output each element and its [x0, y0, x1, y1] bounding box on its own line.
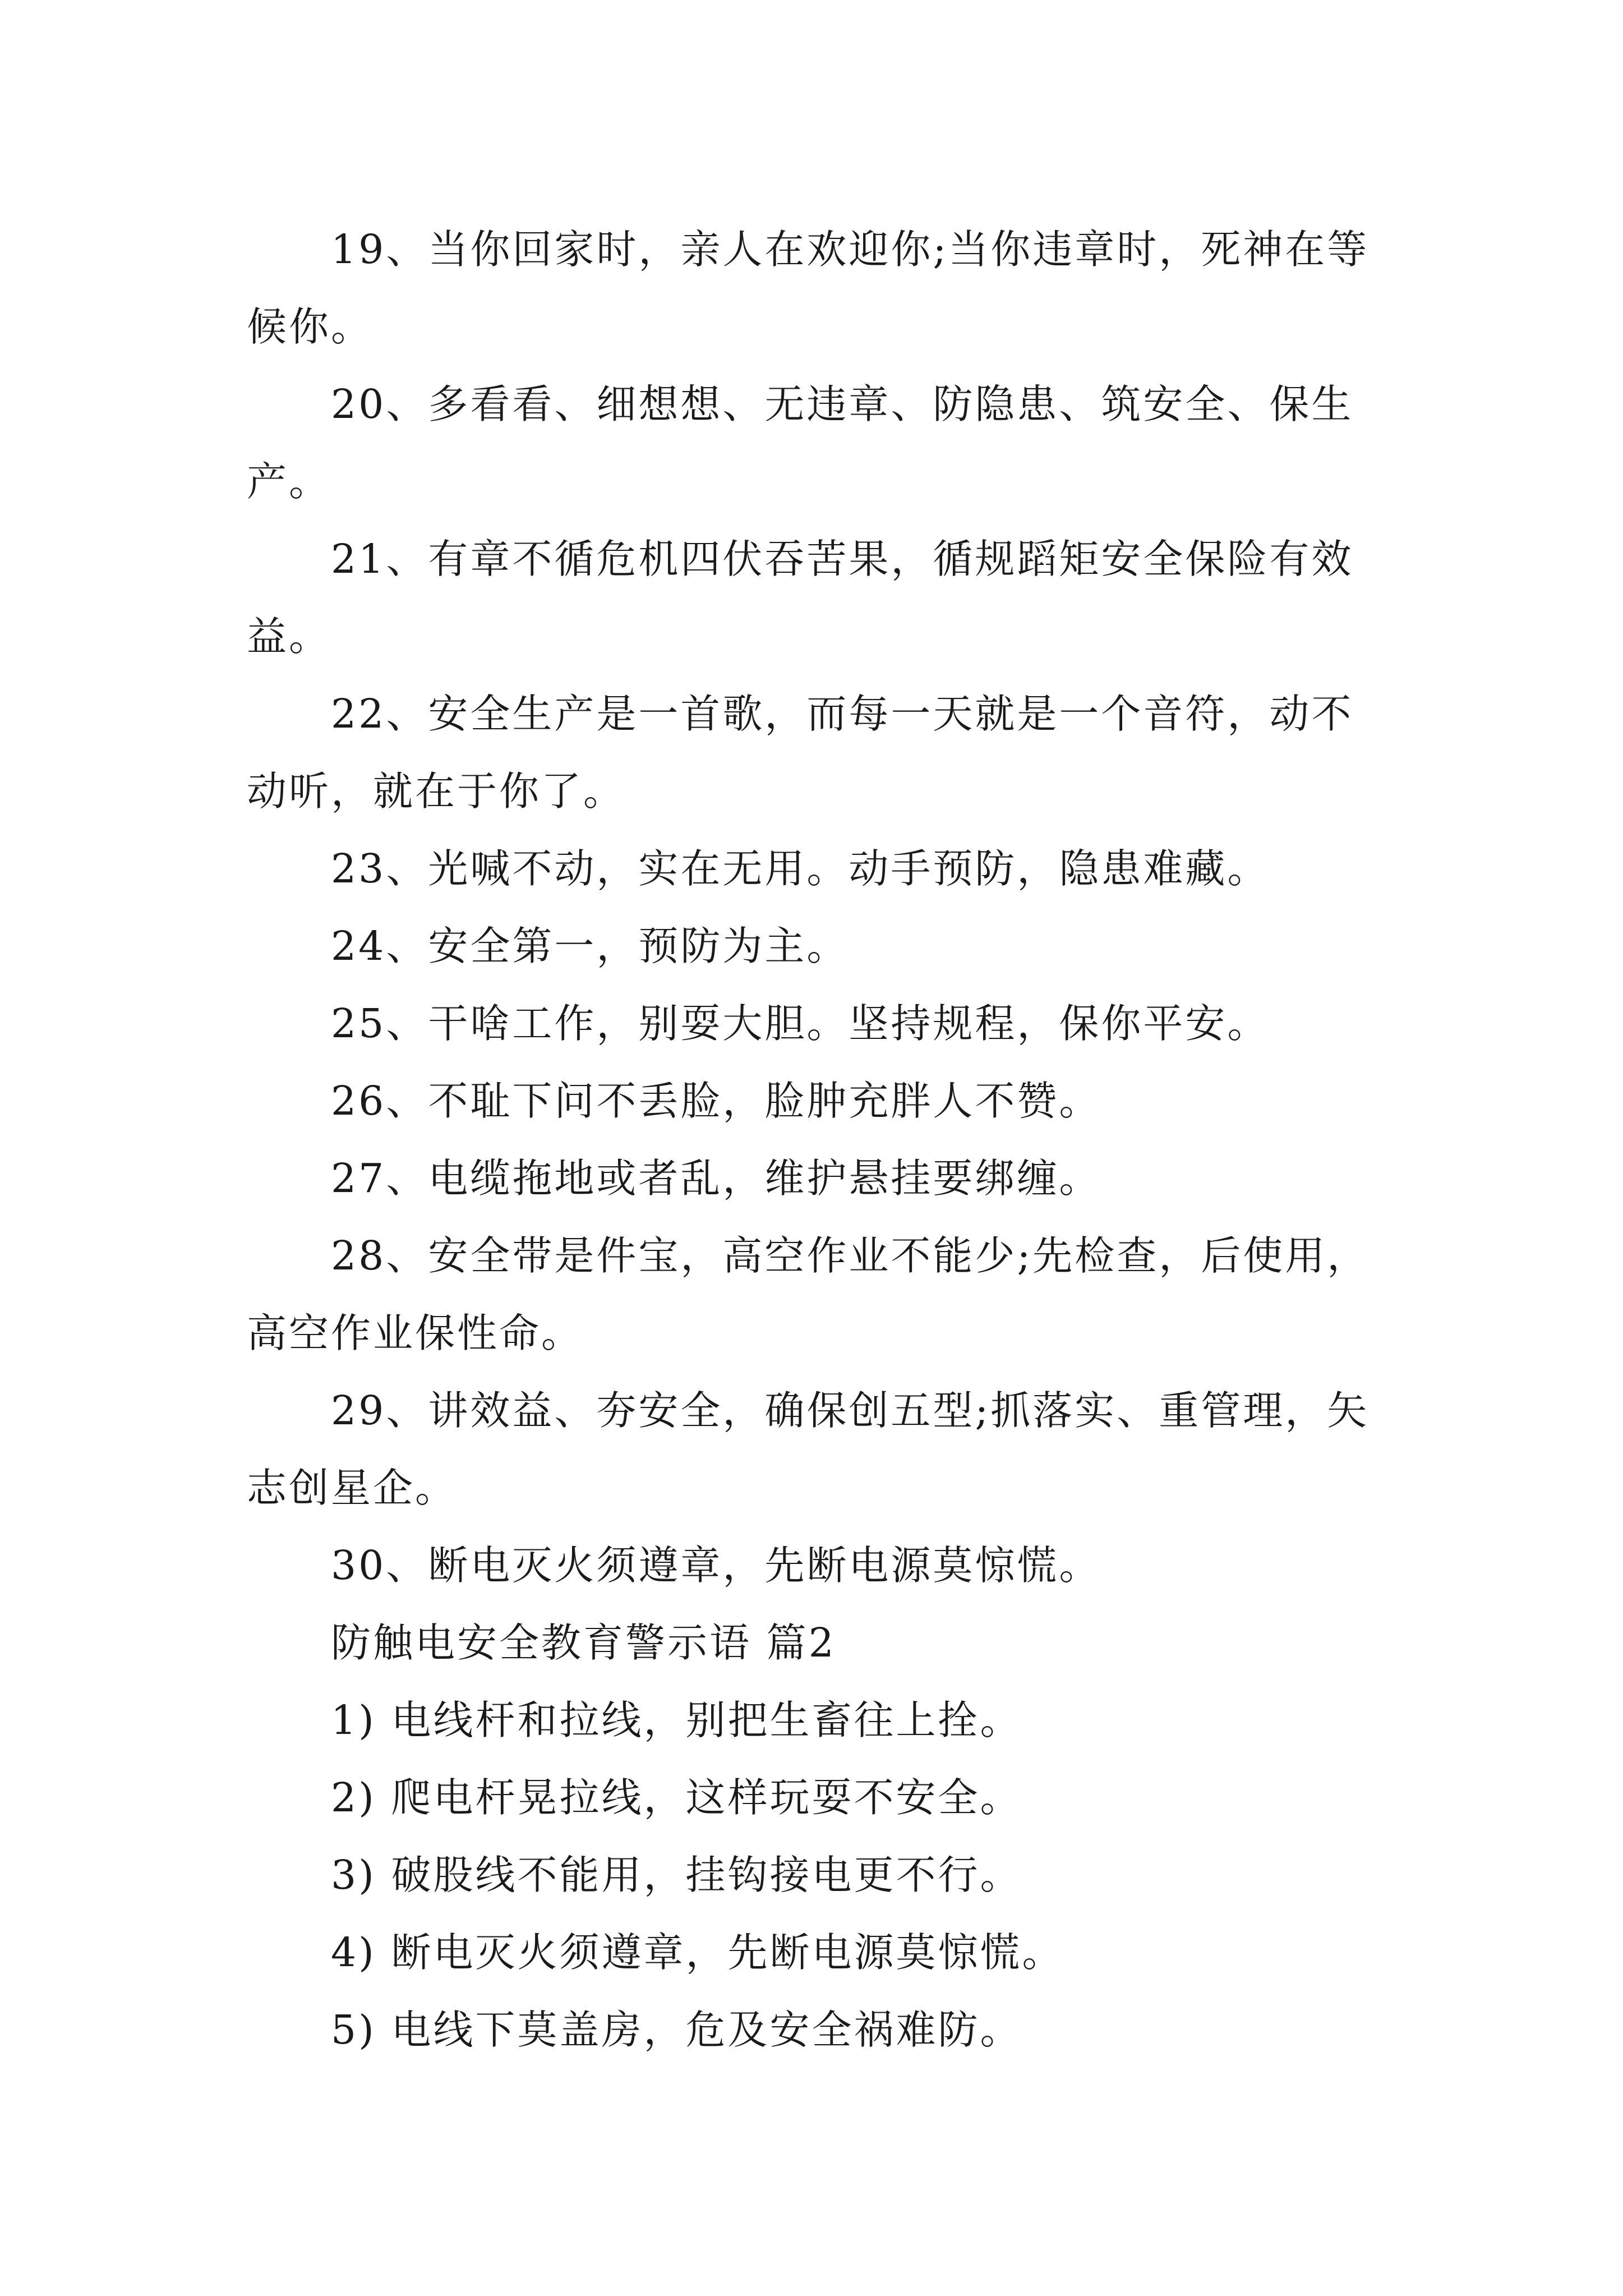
paragraph-30: 30、断电灭火须遵章，先断电源莫惊慌。 — [331, 1542, 1101, 1589]
list-item-2: 2) 爬电杆晃拉线，这样玩耍不安全。 — [331, 1774, 1022, 1821]
list-item-4: 4) 断电灭火须遵章，先断电源莫惊慌。 — [331, 1929, 1064, 1976]
list-item-5: 5) 电线下莫盖房，危及安全祸难防。 — [331, 2007, 1022, 2053]
paragraph-19: 19、当你回家时，亲人在欢迎你;当你违章时，死神在等候你。 — [247, 226, 1370, 350]
paragraph-22: 22、安全生产是一首歌，而每一天就是一个音符，动不动听，就在于你了。 — [247, 691, 1354, 815]
paragraph-26: 26、不耻下问不丢脸，脸肿充胖人不赞。 — [331, 1078, 1101, 1124]
paragraph-28: 28、安全带是件宝，高空作业不能少;先检查，后使用，高空作业保性命。 — [247, 1232, 1370, 1356]
paragraph-20: 20、多看看、细想想、无违章、防隐患、筑安全、保生产。 — [247, 381, 1354, 505]
paragraph-29: 29、讲效益、夯安全，确保创五型;抓落实、重管理，矢志创星企。 — [247, 1387, 1370, 1511]
paragraph-27: 27、电缆拖地或者乱，维护悬挂要绑缠。 — [331, 1155, 1101, 1202]
list-item-3: 3) 破股线不能用，挂钩接电更不行。 — [331, 1852, 1022, 1898]
paragraph-23: 23、光喊不动，实在无用。动手预防，隐患难藏。 — [331, 845, 1270, 892]
section-heading: 防触电安全教育警示语 篇2 — [331, 1619, 836, 1666]
paragraph-24: 24、安全第一，预防为主。 — [331, 923, 849, 969]
list-item-1: 1) 电线杆和拉线，别把生畜往上拴。 — [331, 1697, 1022, 1743]
paragraph-21: 21、有章不循危机四伏吞苦果，循规蹈矩安全保险有效益。 — [247, 536, 1354, 660]
paragraph-25: 25、干啥工作，别耍大胆。坚持规程，保你平安。 — [331, 1000, 1270, 1047]
document-body — [247, 211, 1380, 2069]
